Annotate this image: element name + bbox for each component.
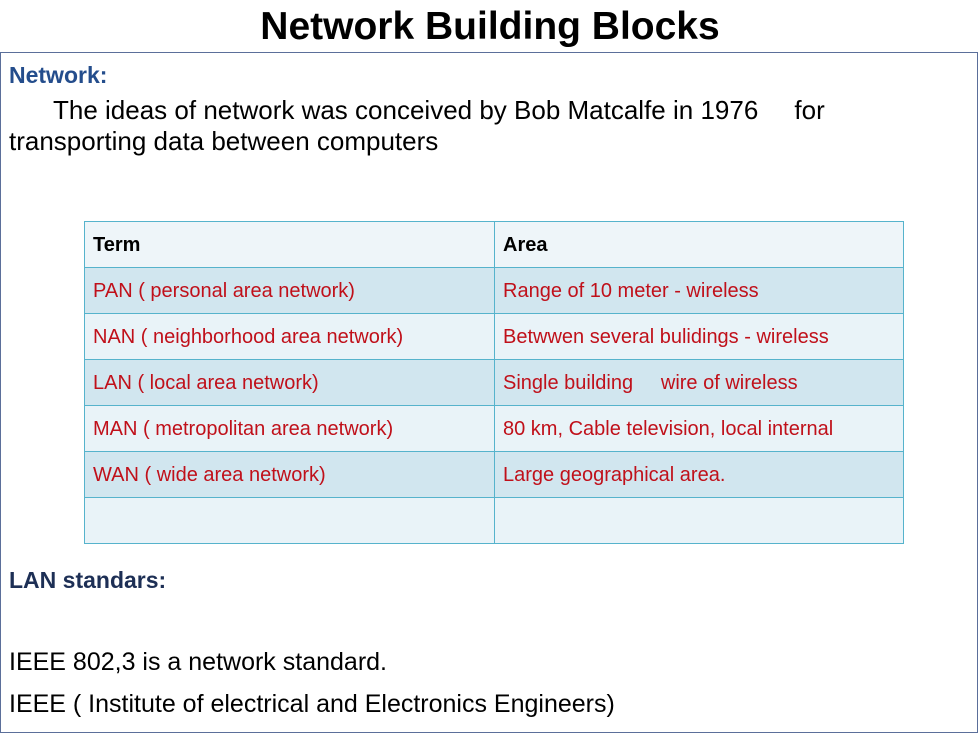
table-row <box>85 360 904 406</box>
ieee-standard-line: IEEE 802,3 is a network standard. <box>9 648 387 676</box>
intro-line-1: The ideas of network was conceived by Bob Matcalfe in 1976 for <box>53 95 825 125</box>
intro-line-2: transporting data between computers <box>9 126 439 156</box>
area-cell <box>495 314 904 360</box>
term-cell <box>85 498 495 544</box>
term-cell: NAN ( neighborhood area network) <box>85 314 495 360</box>
ieee-definition-line: IEEE ( Institute of electrical and Electronics Engineers) <box>9 690 615 718</box>
intro-paragraph <box>9 95 949 157</box>
table-row <box>85 452 904 498</box>
header-area: Area <box>495 222 904 268</box>
term-cell: WAN ( wide area network) <box>85 452 495 498</box>
area-cell <box>495 498 904 544</box>
table-row <box>85 268 904 314</box>
network-heading: Network: <box>9 62 108 88</box>
table-row <box>85 406 904 452</box>
term-cell: LAN ( local area network) <box>85 360 495 406</box>
slide-title: Network Building Blocks <box>260 5 720 48</box>
network-types-table <box>84 221 904 544</box>
table-header-row <box>85 222 904 268</box>
header-term: Term <box>85 222 495 268</box>
area-cell: Large geographical area. <box>495 452 904 498</box>
table-row <box>85 314 904 360</box>
term-cell: PAN ( personal area network) <box>85 268 495 314</box>
area-text: Betwwen several bulidings - wireless <box>503 325 829 348</box>
term-cell: MAN ( metropolitan area network) <box>85 406 495 452</box>
area-text: 80 km, Cable television, local internal <box>503 417 834 440</box>
area-cell: Single building wire of wireless <box>495 360 904 406</box>
area-cell <box>495 406 904 452</box>
lan-standards-heading: LAN standars: <box>9 567 167 593</box>
table-row <box>85 498 904 544</box>
area-cell: Range of 10 meter - wireless <box>495 268 904 314</box>
